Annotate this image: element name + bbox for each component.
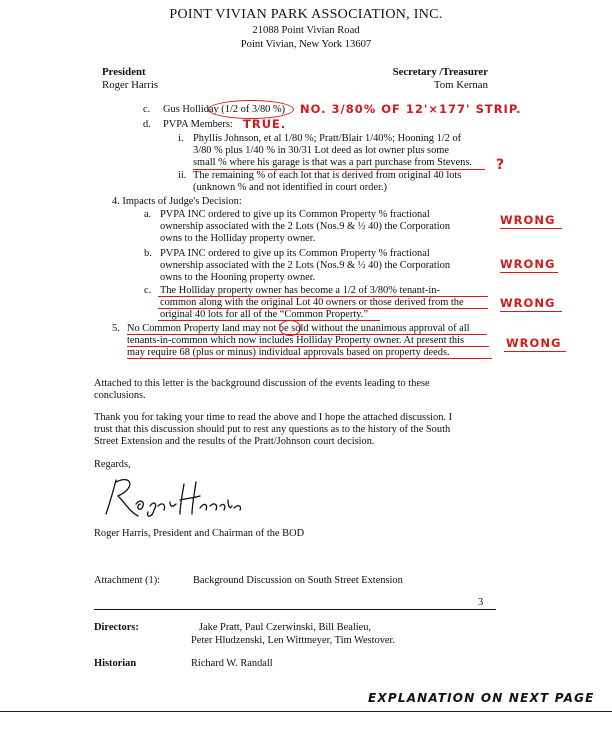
sub-label-ii: ii. bbox=[178, 170, 187, 181]
secretary-name: Tom Kernan bbox=[433, 79, 488, 91]
handwritten-true-note: TRUE. bbox=[243, 117, 287, 131]
item-a-line-2: ownership associated with the 2 Lots (Nos.9 & ½ 40) the Corporation bbox=[160, 221, 451, 232]
president-title: President bbox=[102, 66, 146, 78]
historian-label: Historian bbox=[94, 658, 137, 669]
sub-ii-line-2: (unknown % and not identified in court order.) bbox=[193, 182, 387, 193]
page-number: 3 bbox=[478, 597, 484, 608]
handwritten-footer-note: EXPLANATION ON NEXT PAGE bbox=[368, 691, 595, 705]
list-label-d: d. bbox=[143, 119, 151, 130]
handwritten-wrong-b: WRONG bbox=[500, 257, 556, 271]
sub-i-line-2: 3/80 % plus 1/40 % in 30/31 Lot deed as lot owner plus some bbox=[193, 145, 449, 156]
item-5-line-1: No Common Property land may not be sold without the unanimous approval of all bbox=[127, 323, 470, 334]
closing-p2-line-3: Street Extension and the results of the Pratt/Johnson court decision. bbox=[94, 436, 375, 447]
sub-i-line-1: Phyllis Johnson, et al 1/80 %; Pratt/Blair 1/40%; Hooning 1/2 of bbox=[193, 133, 462, 144]
red-underline bbox=[504, 351, 566, 352]
item-5-line-2: tenants-in-common which now includes Holliday Property owner. At present this bbox=[127, 335, 465, 346]
red-underline bbox=[158, 308, 488, 309]
item-b-line-3: owns to the Hooning property owner. bbox=[160, 272, 316, 283]
list-label-c: c. bbox=[143, 104, 151, 115]
item-label-c: c. bbox=[144, 285, 152, 296]
directors-label: Directors: bbox=[94, 622, 139, 633]
red-underline bbox=[127, 334, 487, 335]
gus-holliday-line: Gus Holliday (1/2 of 3/80 %) bbox=[163, 104, 286, 115]
address-line-1: 21088 Point Vivian Road bbox=[252, 25, 360, 36]
item-c-line-1: The Holliday property owner has become a 1/2 of 3/80% tenant-in- bbox=[160, 285, 440, 296]
closing-p2-line-2: trust that this discussion should put to rest any questions as to the history of the South bbox=[94, 424, 451, 435]
red-underline bbox=[500, 228, 562, 229]
item-a-line-3: owns to the Holliday property owner. bbox=[160, 233, 316, 244]
red-underline bbox=[127, 358, 492, 359]
org-name: POINT VIVIAN PARK ASSOCIATION, INC. bbox=[169, 7, 443, 22]
closing-p1-line-2: conclusions. bbox=[94, 390, 146, 401]
signer-line: Roger Harris, President and Chairman of the BOD bbox=[94, 528, 305, 539]
handwritten-question-mark: ? bbox=[496, 157, 506, 173]
handwritten-gus-note: NO. 3/80% OF 12'×177' STRIP. bbox=[300, 102, 522, 116]
pvpa-members-heading: PVPA Members: bbox=[163, 119, 233, 130]
bottom-rule bbox=[0, 711, 612, 712]
section-4-heading: 4. Impacts of Judge's Decision: bbox=[112, 196, 242, 207]
item-label-a: a. bbox=[144, 209, 152, 220]
handwritten-wrong-5: WRONG bbox=[506, 336, 562, 350]
item-b-line-2: ownership associated with the 2 Lots (Nos.9 & ½ 40) the Corporation bbox=[160, 260, 451, 271]
closing-p2-line-1: Thank you for taking your time to read the above and I hope the attached discussion. I bbox=[94, 412, 453, 423]
closing-p1-line-1: Attached to this letter is the background discussion of the events leading to these bbox=[94, 378, 430, 389]
item-c-line-3: original 40 lots for all of the “Common Property.” bbox=[160, 309, 368, 320]
handwritten-wrong-a: WRONG bbox=[500, 213, 556, 227]
directors-line-1: Jake Pratt, Paul Czerwinski, Bill Bealieu, bbox=[199, 622, 371, 633]
directors-line-2: Peter Hludzenski, Len Wittmeyer, Tim Westover. bbox=[191, 635, 395, 646]
historian-name: Richard W. Randall bbox=[191, 658, 273, 669]
signature bbox=[100, 474, 250, 524]
sub-label-i: i. bbox=[178, 133, 184, 144]
sub-ii-line-1: The remaining % of each lot that is derived from original 40 lots bbox=[193, 170, 462, 181]
item-5-line-3: may require 68 (plus or minus) individual approvals based on property deeds. bbox=[127, 347, 450, 358]
footer-rule bbox=[94, 609, 496, 610]
red-underline bbox=[500, 311, 562, 312]
item-label-5: 5. bbox=[112, 323, 120, 334]
red-circle-annotation bbox=[279, 320, 301, 336]
sub-i-line-3: small % where his garage is that was a part purchase from Stevens. bbox=[193, 157, 473, 168]
item-a-line-1: PVPA INC ordered to give up its Common Property % fractional bbox=[160, 209, 430, 220]
regards: Regards, bbox=[94, 459, 131, 470]
item-label-b: b. bbox=[144, 248, 152, 259]
secretary-title: Secretary /Treasurer bbox=[392, 66, 488, 78]
address-line-2: Point Vivian, New York 13607 bbox=[240, 39, 372, 50]
item-c-line-2: common along with the original Lot 40 owners or those derived from the bbox=[160, 297, 464, 308]
president-name: Roger Harris bbox=[102, 79, 159, 91]
handwritten-wrong-c: WRONG bbox=[500, 296, 556, 310]
attachment-label: Attachment (1): bbox=[94, 575, 161, 586]
red-underline bbox=[500, 272, 558, 273]
item-b-line-1: PVPA INC ordered to give up its Common Property % fractional bbox=[160, 248, 430, 259]
red-underline bbox=[158, 320, 380, 321]
attachment-text: Background Discussion on South Street Extension bbox=[193, 575, 403, 586]
red-underline bbox=[127, 346, 489, 347]
red-underline bbox=[158, 296, 488, 297]
